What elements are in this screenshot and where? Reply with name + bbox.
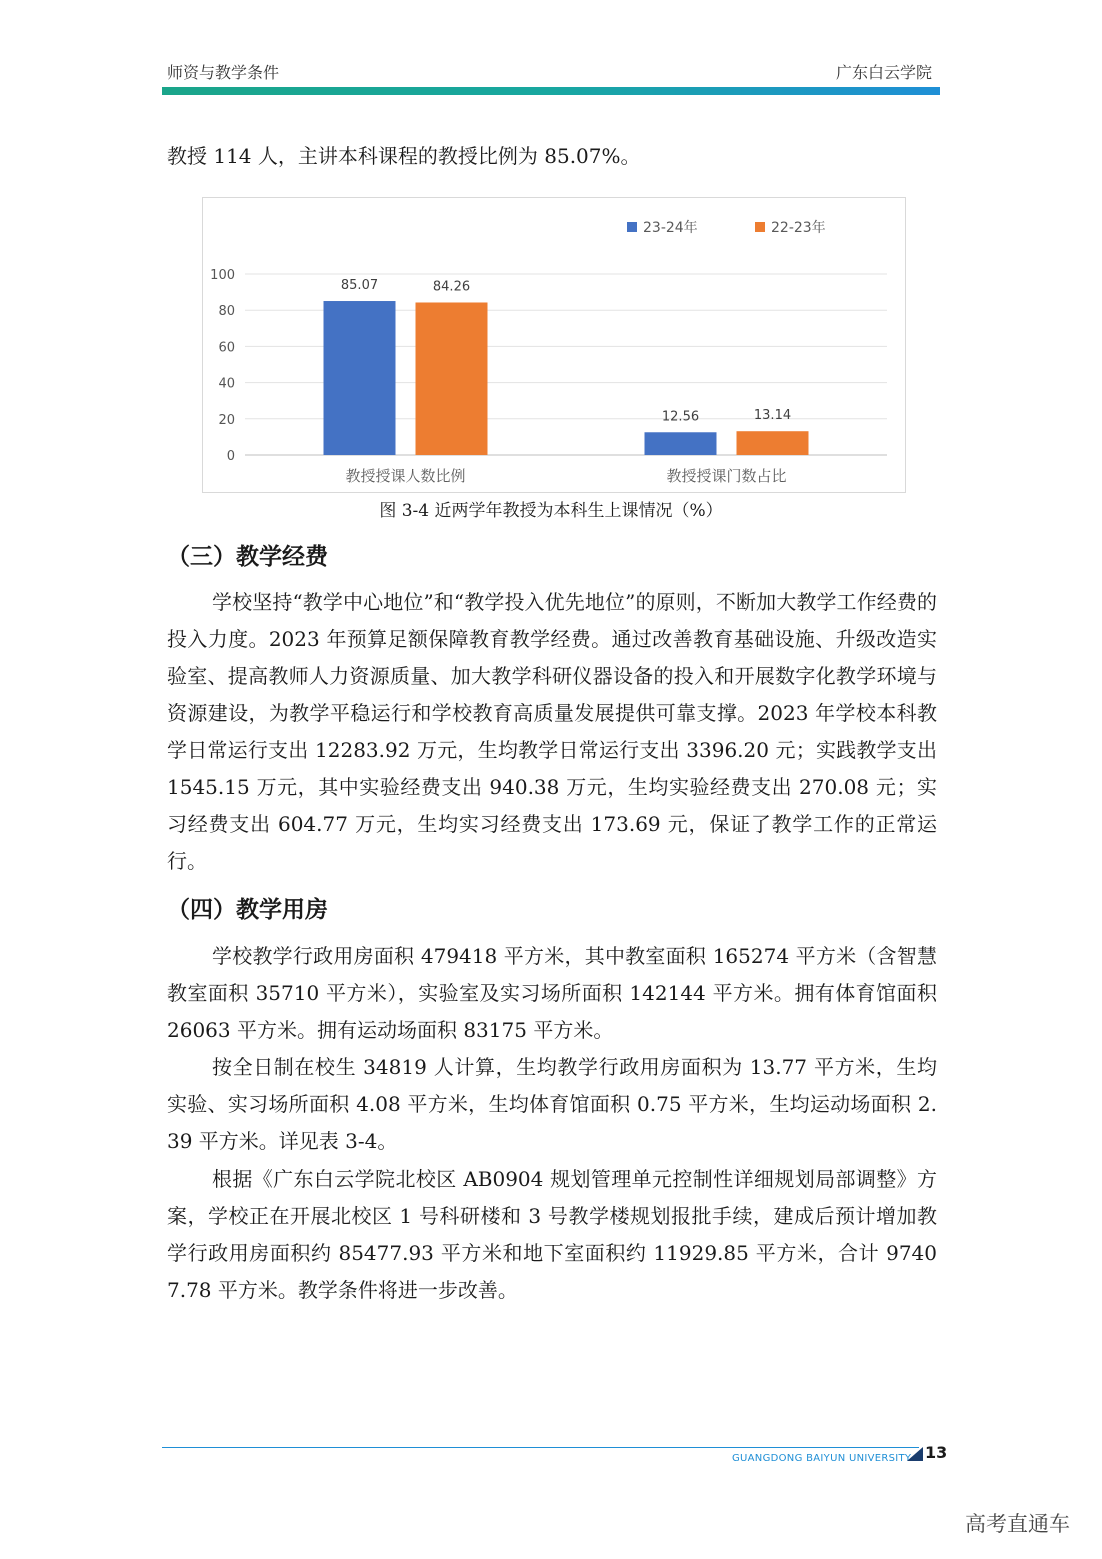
legend-label: 23-24年 — [643, 220, 698, 236]
bar-value-label: 85.07 — [340, 278, 379, 294]
footer-university: GUANGDONG BAIYUN UNIVERSITY — [732, 1453, 912, 1464]
y-tick-label: 40 — [218, 376, 235, 392]
x-category-label: 教授授课门数占比 — [666, 467, 787, 485]
section-title-buildings: （四）教学用房 — [167, 897, 328, 923]
x-category-label: 教授授课人数比例 — [345, 467, 466, 485]
buildings-paragraph-3: 根据《广东白云学院北校区 AB0904 规划管理单元控制性详细规划局部调整》方案，学校正在开展北校区 1 号科研楼和 3 号教学楼规划报批手续，建成后预计增加教学行政用房面积约 85477.93 平方米和地下室面积约 11929.85 平方米，合计 97407.78 平方米。教学条件将进一步改善。 — [167, 1167, 937, 1302]
header-color-bar — [162, 87, 940, 95]
watermark: 高考直通车 — [965, 1512, 1070, 1536]
funding-paragraph: 学校坚持“教学中心地位”和“教学投入优先地位”的原则，不断加大教学工作经费的投入力度。2023 年预算足额保障教育教学经费。通过改善教育基础设施、升级改造实验室、提高教师人力资源质量、加大教学科研仪器设备的投入和开展数字化教学环境与资源建设，为教学平稳运行和学校教育高质量发展提供可靠支撑。2023 年学校本科教学日常运行支出 12283.92 万元，生均教学日常运行支出 3396.20 元；实践教学支出 1545.15 万元，其中实验经费支出 940.38 万元，生均实验经费支出 270.08 元；实习经费支出 604.77 万元，生均实习经费支出 173.69 元，保证了教学工作的正常运行。 — [167, 590, 937, 873]
header-school-name: 广东白云学院 — [835, 63, 932, 82]
y-tick-label: 0 — [226, 449, 235, 464]
bar-1-2 — [645, 432, 717, 455]
legend-label: 22-23年 — [771, 220, 826, 236]
header-section-title: 师资与教学条件 — [167, 63, 280, 82]
bar-2-1 — [416, 302, 488, 455]
footer-line — [162, 1447, 919, 1448]
y-tick-label: 60 — [218, 340, 235, 356]
chart-svg — [203, 198, 907, 494]
bar-chart — [202, 197, 906, 493]
y-tick-label: 20 — [218, 412, 235, 428]
buildings-paragraph-1: 学校教学行政用房面积 479418 平方米，其中教室面积 165274 平方米（含智慧教室面积 35710 平方米），实验室及实习场所面积 142144 平方米。拥有体育馆面积 26063 平方米。拥有运动场面积 83175 平方米。 — [167, 944, 937, 1042]
bar-value-label: 12.56 — [661, 409, 700, 425]
section-title-funding: （三）教学经费 — [167, 544, 328, 570]
y-tick-label: 100 — [210, 268, 235, 283]
bar-value-label: 84.26 — [432, 279, 471, 295]
buildings-paragraph-2: 按全日制在校生 34819 人计算，生均教学行政用房面积为 13.77 平方米，生均实验、实习场所面积 4.08 平方米，生均体育馆面积 0.75 平方米，生均运动场面积 2.39 平方米。详见表 3-4。 — [167, 1055, 937, 1153]
bar-value-label: 13.14 — [753, 408, 792, 424]
legend-swatch — [627, 222, 637, 232]
figure-caption: 图 3-4 近两学年教授为本科生上课情况（%） — [379, 501, 723, 521]
intro-line: 教授 114 人，主讲本科课程的教授比例为 85.07%。 — [167, 144, 641, 168]
bar-2-2 — [737, 431, 809, 455]
page-number: 13 — [925, 1443, 948, 1462]
legend-swatch — [755, 222, 765, 232]
bar-1-1 — [324, 301, 396, 455]
y-tick-label: 80 — [218, 304, 235, 320]
footer-triangle-icon — [907, 1447, 923, 1461]
